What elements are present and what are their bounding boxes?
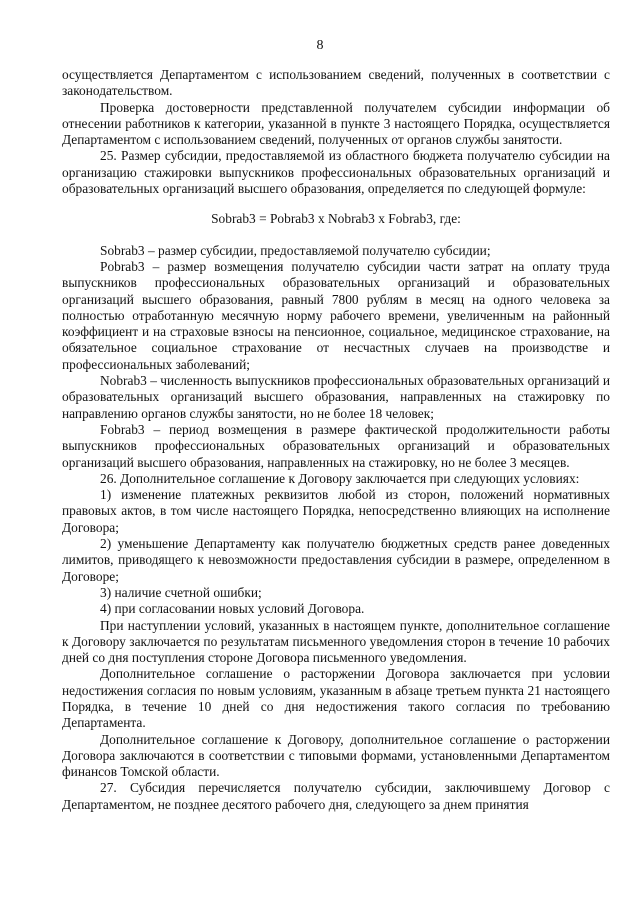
list-item: 1) изменение платежных реквизитов любой из сторон, положений нормативных правовых актов, в том числе настоящего Порядка, непосредственно влияющих на исполнение Договора; (62, 487, 610, 535)
definition-nobrab3: Nobrab3 – численность выпускников профессиональных образовательных организаций и образовательных организаций высшего образования, направленных на стажировку по направлению органов службы занятости, но не более 18 человек; (62, 373, 610, 421)
page-number: 8 (316, 38, 324, 53)
paragraph: Дополнительное соглашение к Договору, дополнительное соглашение о расторжении Договора заключаются в соответствии с типовыми формами, установленными Департаментом финансов Томской области. (62, 731, 610, 780)
paragraph: осуществляется Департаментом с использованием сведений, полученных в соответствии с законодательством. (62, 67, 610, 99)
definition-sobrab3: Sobrab3 – размер субсидии, предоставляемой получателю субсидии; (100, 242, 491, 258)
list-item: 2) уменьшение Департаменту как получателю бюджетных средств ранее доведенных лимитов, приводящего к невозможности предоставления субсидии в размере, определенном в Договоре; (62, 536, 610, 584)
paragraph: Дополнительное соглашение о расторжении Договора заключается при условии недостижения согласия по новым условиям, указанным в абзаце третьем пункта 21 настоящего Порядка, в течение 10 дней со дня недостижения такого согласия по требованию Департамента. (62, 666, 610, 731)
paragraph: При наступлении условий, указанных в настоящем пункте, дополнительное соглашение к Договору заключается по результатам письменного уведомления сторон в течение 10 рабочих дней со дня поступления стороне Договора письменного уведомления. (62, 617, 610, 666)
paragraph: Проверка достоверности представленной получателем субсидии информации об отнесении работников к категории, указанной в пункте 3 настоящего Порядка, осуществляется Департаментом с использованием сведений, полученных от органов службы занятости. (62, 99, 610, 148)
definition-fobrab3: Fobrab3 – период возмещения в размере фактической продолжительности работы выпускников профессиональных образовательных организаций и образовательных организаций высшего образования, направленных на стажировку, но не более 3 месяцев. (62, 421, 610, 470)
list-item: 4) при согласовании новых условий Договора. (100, 601, 365, 617)
document-body (62, 67, 610, 813)
formula: Sobrab3 = Pobrab3 x Nobrab3 x Fobrab3, где: (211, 211, 461, 227)
list-item: 3) наличие счетной ошибки; (100, 584, 262, 600)
paragraph-item-27: 27. Субсидия перечисляется получателю субсидии, заключившему Договор с Департаментом, не позднее десятого рабочего дня, следующего за днем принятия (62, 780, 610, 812)
definition-pobrab3: Pobrab3 – размер возмещения получателю субсидии части затрат на оплату труда выпускников профессиональных образовательных организаций и образовательных организаций высшего образования, равный 7800 рублям в месяц на одного человека за полностью отработанную месячную норму рабочего времени, увеличенным на районный коэффициент и на страховые взносы на пенсионное, социальное, медицинское страхование, на обязательное социальное страхование от несчастных случаев на производстве и профессиональных заболеваний; (62, 258, 610, 372)
paragraph-item-25: 25. Размер субсидии, предоставляемой из областного бюджета получателю субсидии на организацию стажировки выпускников профессиональных образовательных организаций и образовательных организаций высшего образования, определяется по следующей формуле: (62, 148, 610, 197)
paragraph-item-26: 26. Дополнительное соглашение к Договору заключается при следующих условиях: (100, 470, 580, 486)
